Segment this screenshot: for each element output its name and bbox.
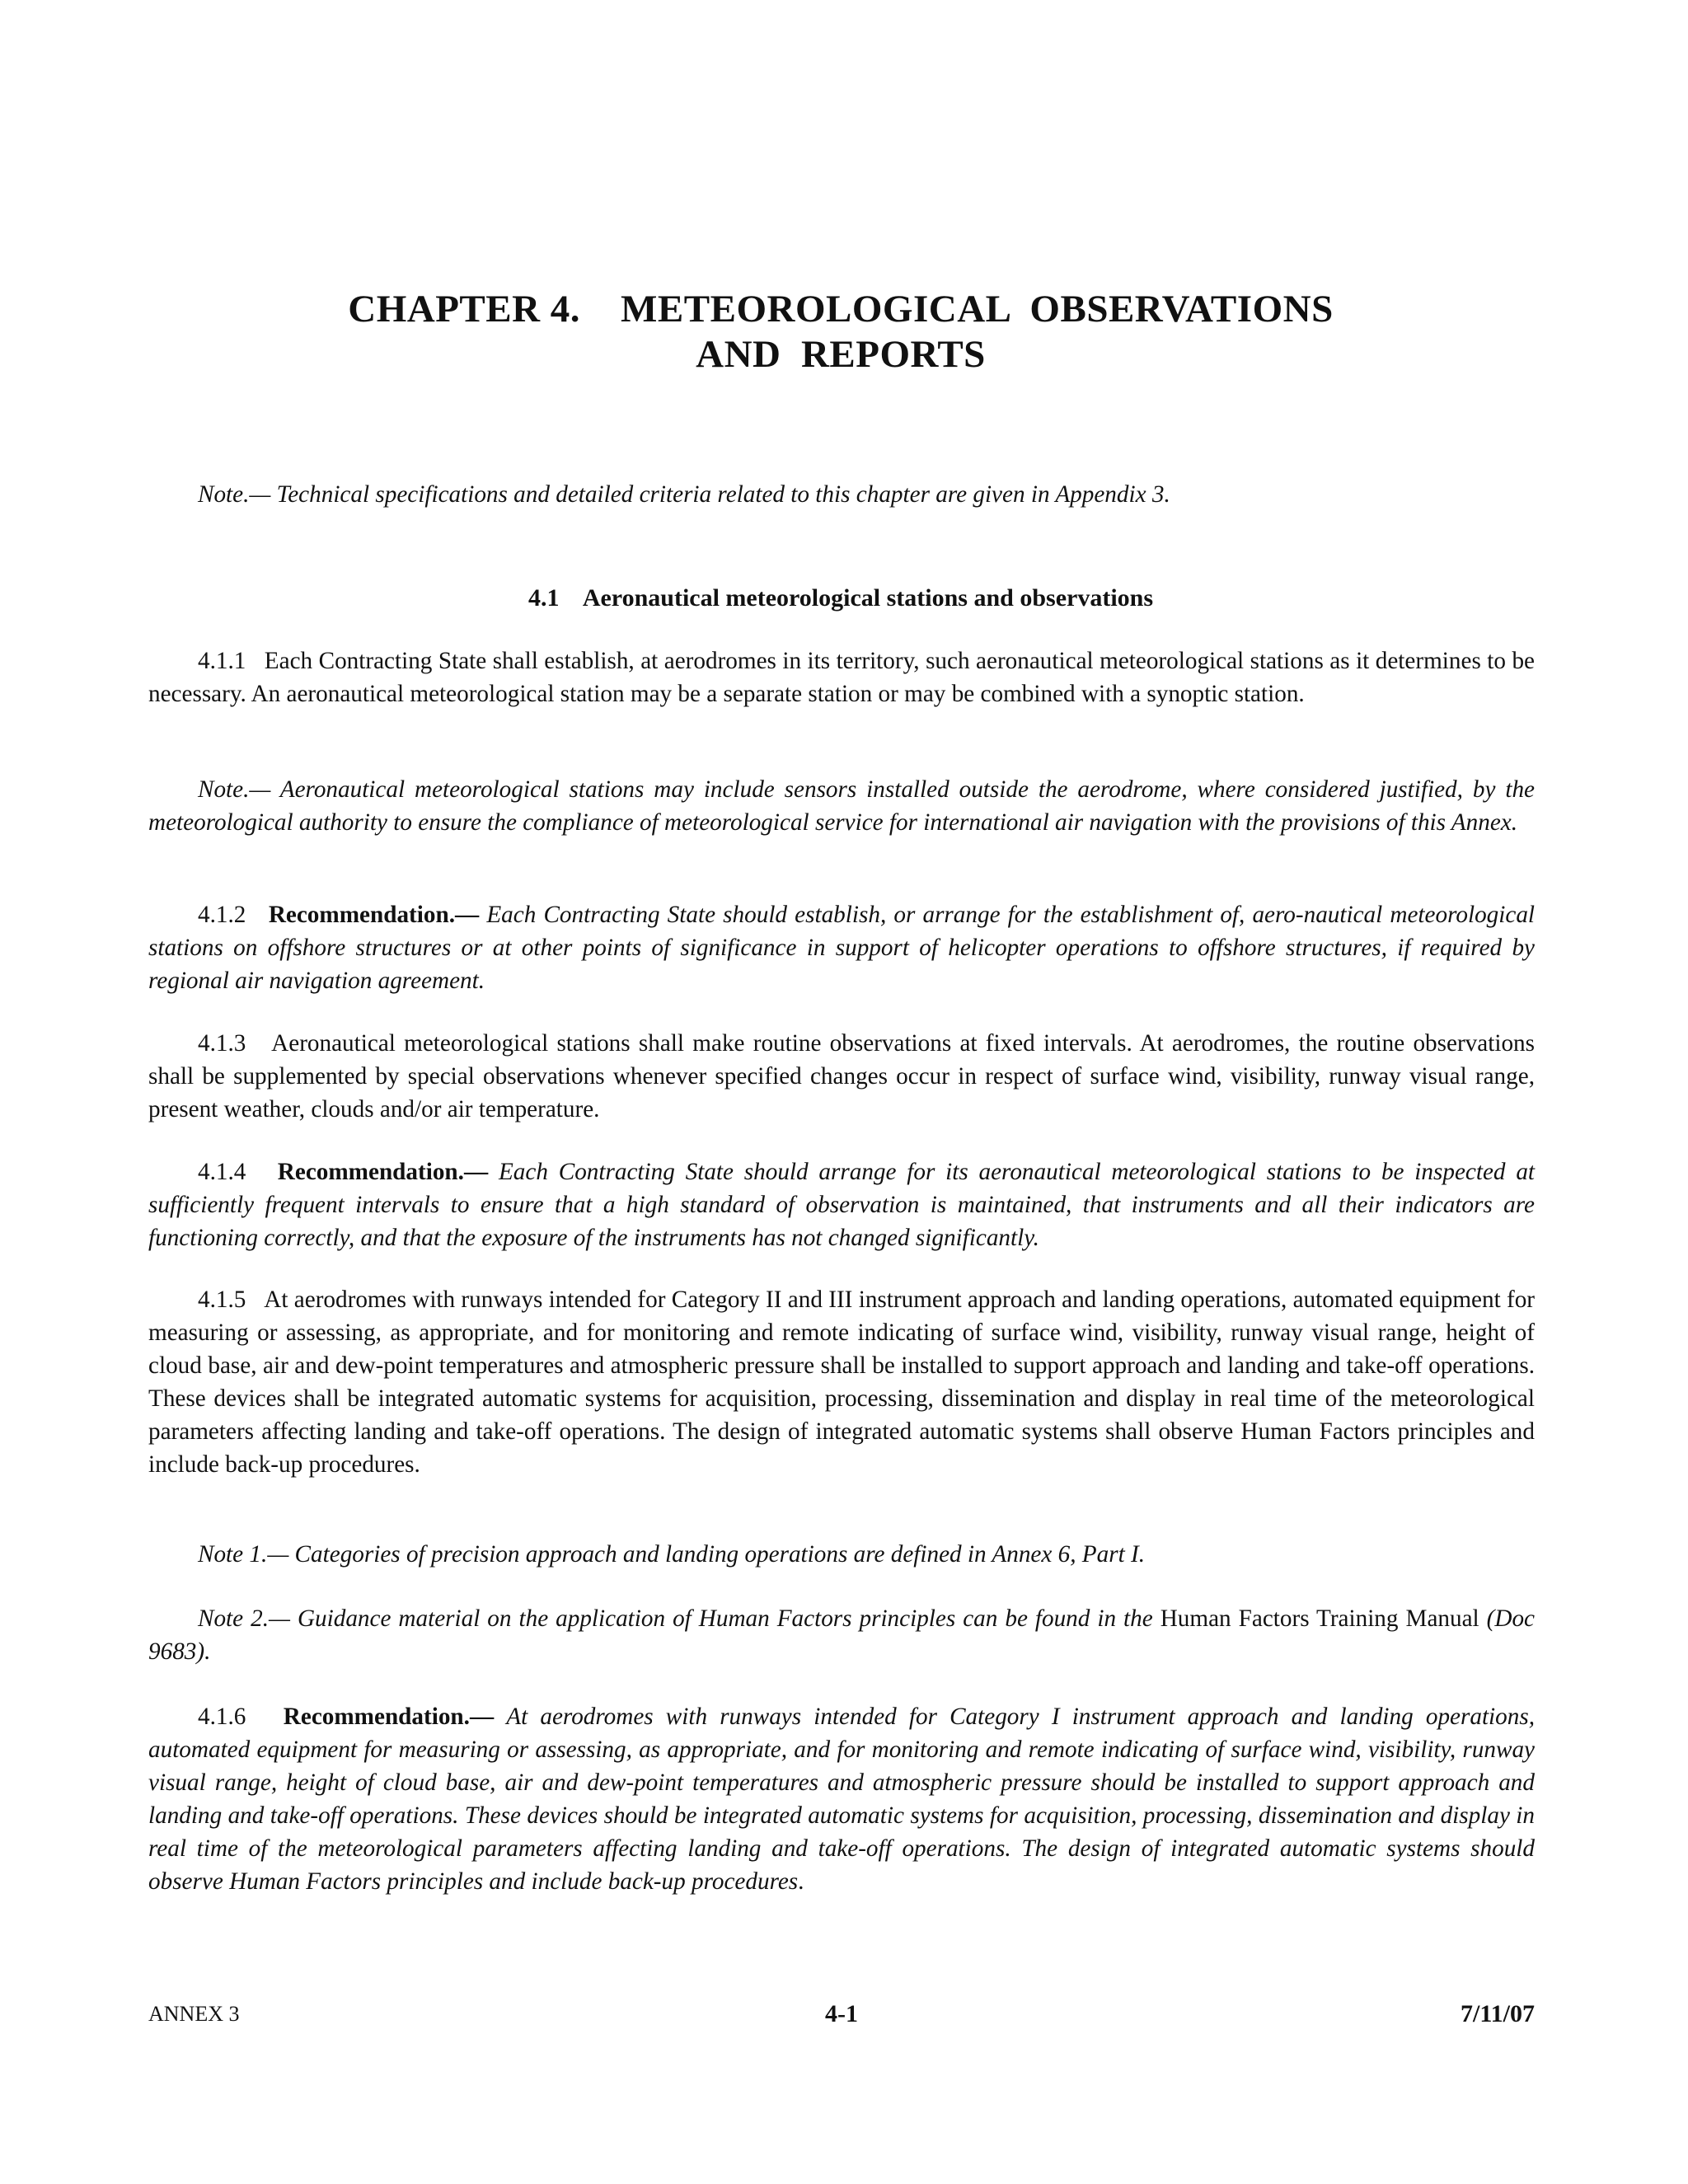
chapter-title-line-2: AND REPORTS: [696, 333, 986, 376]
recommendation-label: Recommendation.—: [277, 1159, 489, 1185]
paragraph-number: 4.1.3: [198, 1030, 246, 1057]
section-heading: [148, 582, 1533, 615]
chapter-title: [148, 287, 1533, 377]
paragraph-text: At aerodromes with runways intended for Category I instrument approach and landing operations, automated equipment for measuring or assessing, as appropriate, and for monitoring and remote indicating of surface wind, visibility, runway visual range, height of cloud base, air and dew-point temperatures and atmospheric pressure should be installed to support approach and landing and take-off operations. These devices should be integrated automatic systems for acquisition, processing, dissemination and display in real time of the meteorological parameters affecting landing and take-off operations. The design of integrated automatic systems should observe Human Factors principles and include back-up procedures: [148, 1704, 1535, 1895]
note-2-text: Note 2.— Guidance material on the application of Human Factors principles can be found in the: [198, 1605, 1153, 1632]
chapter-title-line-1: CHAPTER 4. METEOROLOGICAL OBSERVATIONS: [348, 288, 1334, 330]
paragraph-text: Each Contracting State should arrange for its aeronautical meteorological stations to be inspected at sufficiently frequent intervals to ensure that a high standard of observation is maintained, that instruments and all their indicators are functioning correctly, and that the exposure of the instruments has not changed significantly.: [148, 1159, 1536, 1251]
paragraph-4-1-3: [148, 1027, 1535, 1126]
paragraph-4-1-6: [148, 1700, 1535, 1898]
footer-annex-label: ANNEX 3: [148, 2002, 240, 2026]
footer-date: 7/11/07: [1460, 2000, 1535, 2027]
recommendation-label: Recommendation.—: [268, 902, 480, 928]
paragraph-text: Each Contracting State shall establish, at aerodromes in its territory, such aeronautical meteorological stations as it determines to be necessary. An aeronautical meteorological station may be a separate station or may be combined with a synoptic station.: [148, 648, 1536, 707]
doc-reference: (Doc 9683).: [148, 1605, 1536, 1665]
note-2: [148, 1602, 1535, 1668]
paragraph-4-1-2: [148, 898, 1535, 997]
paragraph-text: Each Contracting State should establish, or arrange for the establishment of, aero-nautical meteorological stations on offshore structures or at other points of significance in support of helicopter operations to offshore structures, if required by regional air navigation agreement.: [148, 902, 1536, 994]
paragraph-number: 4.1.4: [198, 1159, 246, 1185]
paragraph-4-1-4: [148, 1155, 1535, 1254]
page-footer: [148, 1998, 1535, 2031]
note-1: Note 1.— Categories of precision approach and landing operations are defined in Annex 6, Part I.: [198, 1541, 1146, 1568]
paragraph-text: At aerodromes with runways intended for Category II and III instrument approach and landing operations, automated equipment for measuring or assessing, as appropriate, and for monitoring and remote indicating of surface wind, visibility, runway visual range, height of cloud base, air and dew-point temperatures and atmospheric pressure shall be installed to support approach and landing and take-off operations. These devices shall be integrated automatic systems for acquisition, processing, dissemination and display in real time of the meteorological parameters affecting landing and take-off operations. The design of integrated automatic systems shall observe Human Factors principles and include back-up procedures.: [148, 1286, 1536, 1478]
paragraph-end-period: .: [798, 1868, 804, 1895]
section-number: 4.1: [528, 584, 560, 612]
paragraph-4-1-1: [148, 644, 1535, 710]
section-title: Aeronautical meteorological stations and observations: [582, 584, 1154, 612]
note-4-1-1: Note.— Aeronautical meteorological stations may include sensors installed outside the aerodrome, where considered justified, by the meteorological authority to ensure the compliance of meteorological service for international air navigation with the provisions of this Annex.: [148, 776, 1535, 836]
manual-title: Human Factors Training Manual: [1160, 1605, 1479, 1632]
paragraph-4-1-5: [148, 1283, 1535, 1481]
paragraph-number: 4.1.6: [198, 1704, 246, 1730]
paragraph-number: 4.1.1: [198, 648, 246, 674]
paragraph-number: 4.1.2: [198, 902, 246, 928]
paragraph-number: 4.1.5: [198, 1286, 246, 1313]
footer-page-number: 4-1: [825, 2000, 858, 2027]
recommendation-label: Recommendation.—: [283, 1704, 495, 1730]
paragraph-text: Aeronautical meteorological stations shall make routine observations at fixed intervals. At aerodromes, the routine observations shall be supplemented by special observations whenever specified changes occur in respect of surface wind, visibility, runway visual range, present weather, clouds and/or air temperature.: [148, 1030, 1535, 1122]
intro-note: Note.— Technical specifications and detailed criteria related to this chapter are given in Appendix 3.: [198, 481, 1170, 508]
